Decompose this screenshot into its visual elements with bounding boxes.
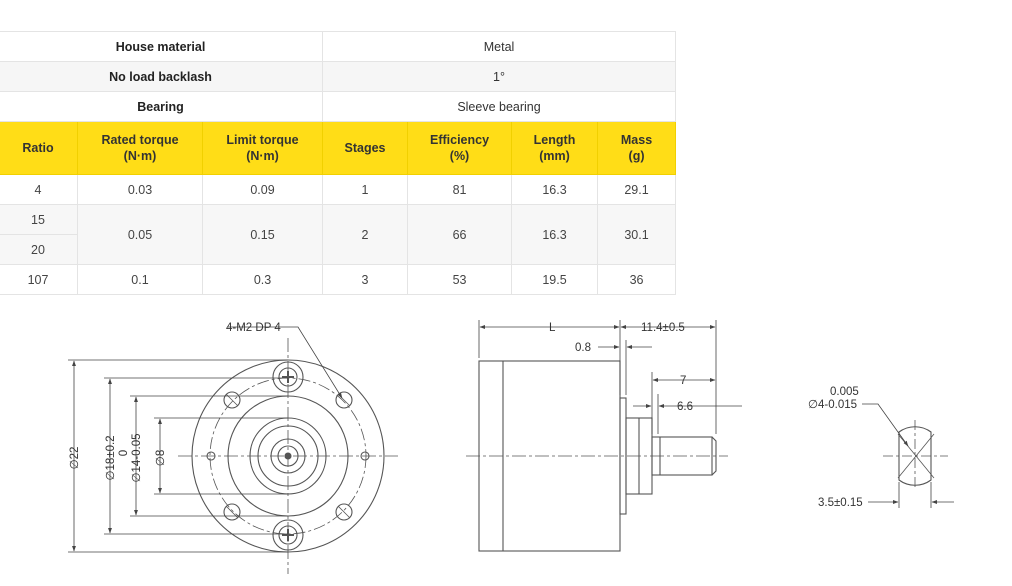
header-length: Length (mm) bbox=[512, 122, 598, 175]
cell-length: 19.5 bbox=[512, 265, 598, 295]
backlash-row bbox=[0, 62, 676, 92]
cell-stages: 2 bbox=[323, 205, 408, 265]
shaft-section bbox=[883, 420, 948, 490]
backlash-value: 1° bbox=[323, 62, 676, 92]
cell-stages: 3 bbox=[323, 265, 408, 295]
dim-d14: ∅14-0.05 bbox=[131, 433, 143, 483]
cell-length: 16.3 bbox=[512, 205, 598, 265]
bearing-row bbox=[0, 92, 676, 122]
dim-11-4: 11.4±0.5 bbox=[641, 322, 685, 334]
header-limit-torque: Limit torque (N·m) bbox=[203, 122, 323, 175]
cell-limit-torque: 0.09 bbox=[203, 175, 323, 205]
cell-rated-torque: 0.05 bbox=[78, 205, 203, 265]
dim-6-6: 6.6 bbox=[677, 401, 693, 413]
cell-efficiency: 53 bbox=[408, 265, 512, 295]
cell-ratio: 15 bbox=[0, 205, 78, 235]
house-material-label: House material bbox=[0, 32, 323, 62]
cell-mass: 29.1 bbox=[598, 175, 676, 205]
cell-mass: 30.1 bbox=[598, 205, 676, 265]
cell-ratio: 20 bbox=[0, 235, 78, 265]
header-mass: Mass (g) bbox=[598, 122, 676, 175]
dim-shaft-d4: ∅4-0.015 bbox=[808, 399, 858, 411]
cell-mass: 36 bbox=[598, 265, 676, 295]
side-dimensions bbox=[479, 320, 742, 434]
table-header-row bbox=[0, 122, 676, 175]
table-row bbox=[0, 175, 676, 205]
cell-length: 16.3 bbox=[512, 175, 598, 205]
house-material-value: Metal bbox=[323, 32, 676, 62]
dim-d18: ∅18±0.2 bbox=[105, 435, 117, 481]
side-view bbox=[466, 361, 728, 551]
bearing-label: Bearing bbox=[0, 92, 323, 122]
dim-d8: ∅8 bbox=[155, 449, 167, 467]
dim-shaft-tolerance: 0.005 bbox=[830, 386, 859, 398]
cell-limit-torque: 0.3 bbox=[203, 265, 323, 295]
header-efficiency: Efficiency (%) bbox=[408, 122, 512, 175]
cell-limit-torque: 0.15 bbox=[203, 205, 323, 265]
cell-rated-torque: 0.1 bbox=[78, 265, 203, 295]
dim-7: 7 bbox=[680, 375, 687, 387]
header-ratio: Ratio bbox=[0, 122, 78, 175]
cell-rated-torque: 0.03 bbox=[78, 175, 203, 205]
bearing-value: Sleeve bearing bbox=[323, 92, 676, 122]
header-rated-torque: Rated torque (N·m) bbox=[78, 122, 203, 175]
table-row bbox=[0, 265, 676, 295]
cell-efficiency: 81 bbox=[408, 175, 512, 205]
dim-3-5: 3.5±0.15 bbox=[818, 497, 863, 509]
front-view bbox=[178, 338, 398, 574]
technical-drawing bbox=[0, 300, 1012, 586]
cell-ratio: 4 bbox=[0, 175, 78, 205]
header-stages: Stages bbox=[323, 122, 408, 175]
dim-d14-tolerance: 0 bbox=[118, 449, 130, 457]
backlash-label: No load backlash bbox=[0, 62, 323, 92]
dim-L: L bbox=[549, 322, 556, 334]
callout-4m2: 4-M2 DP 4 bbox=[226, 322, 281, 334]
cell-stages: 1 bbox=[323, 175, 408, 205]
house-material-row bbox=[0, 32, 676, 62]
dim-d22: ∅22 bbox=[69, 446, 81, 470]
spec-table bbox=[0, 31, 676, 295]
table-row bbox=[0, 205, 676, 235]
dim-0-8: 0.8 bbox=[575, 342, 591, 354]
cell-ratio: 107 bbox=[0, 265, 78, 295]
cell-efficiency: 66 bbox=[408, 205, 512, 265]
